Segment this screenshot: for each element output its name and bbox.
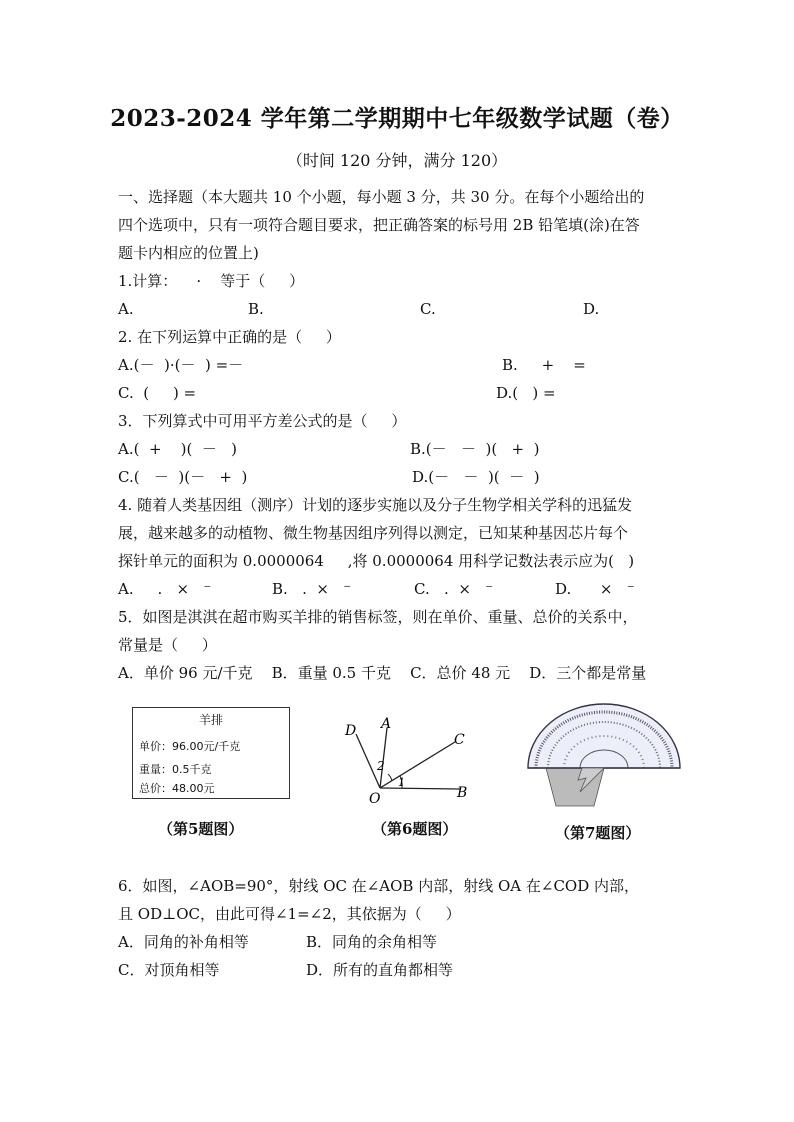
q1-option-b: B. — [248, 300, 264, 318]
price-tag-heading: 羊排 — [198, 713, 223, 727]
q3-option-a: A.( + )( － ) — [118, 440, 238, 458]
section-intro-line-1: 一、选择题（本大题共 10 个小题，每小题 3 分，共 30 分。在每个小题给出的 — [118, 188, 645, 206]
price-tag-figure — [132, 707, 290, 799]
q6-option-d: D．所有的直角都相等 — [306, 961, 454, 979]
label-o: O — [369, 791, 381, 807]
protractor-figure — [522, 694, 682, 810]
figure-6-caption: （第6题图） — [372, 820, 458, 838]
q4-stem-line-2: 展，越来越多的动植物、微生物基因组序列得以测定，已知某种基因芯片每个 — [118, 524, 629, 542]
label-a: A — [381, 716, 392, 732]
q2-stem: 2. 在下列运算中正确的是（ ） — [118, 328, 341, 346]
exam-subtitle: （时间 120 分钟，满分 120） — [286, 151, 508, 170]
label-angle-2: 2 — [377, 759, 385, 773]
q1-stem: 1.计算： · 等于（ ） — [118, 272, 305, 290]
ray-oa — [380, 728, 387, 788]
q4-option-b: B. . × ⁻ — [272, 580, 352, 598]
q4-option-d: D. × ⁻ — [555, 580, 635, 598]
q4-option-a: A. . × ⁻ — [118, 580, 212, 598]
q2-option-c: C. ( ) = — [118, 384, 197, 402]
q4-stem-line-1: 4. 随着人类基因组（测序）计划的逐步实施以及分子生物学相关学科的迅猛发 — [118, 496, 633, 514]
exam-title: 2023-2024 学年第二学期期中七年级数学试题（卷） — [110, 105, 684, 132]
section-intro-line-2: 四个选项中，只有一项符合题目要求，把正确答案的标号用 2B 铅笔填(涂)在答 — [118, 216, 640, 234]
q2-option-d: D.( ) = — [496, 384, 556, 402]
ray-ob — [380, 788, 460, 789]
figure-5-caption: （第5题图） — [158, 820, 244, 838]
q5-stem-line-1: 5．如图是淇淇在超市购买羊排的销售标签，则在单价、重量、总价的关系中， — [118, 608, 638, 626]
q5-stem-line-2: 常量是（ ） — [118, 636, 217, 654]
q1-option-c: C. — [420, 300, 436, 318]
angle-2-arc — [388, 774, 392, 781]
label-b: B — [457, 785, 468, 801]
label-d: D — [345, 723, 357, 739]
q3-stem: 3．下列算式中可用平方差公式的是（ ） — [118, 412, 407, 430]
q6-option-c: C．对顶角相等 — [118, 961, 220, 979]
q6-option-b: B．同角的余角相等 — [306, 933, 438, 951]
q1-option-a: A. — [118, 300, 134, 318]
q4-stem-line-3: 探针单元的面积为 0.0000064 ,将 0.0000064 用科学记数法表示应为( ) — [118, 552, 635, 570]
price-tag-weight: 重量：0.5千克 — [139, 763, 212, 776]
q2-option-a: A.(－ )·(－ ) =－ — [118, 356, 244, 374]
q2-option-b: B. + = — [502, 356, 586, 374]
angle-figure — [330, 712, 480, 807]
q5-options: A．单价 96 元/千克 B．重量 0.5 千克 C．总价 48 元 D．三个都是常量 — [118, 664, 647, 682]
q3-option-d: D.(－ － )( － ) — [412, 468, 540, 486]
price-tag-total: 总价：48.00元 — [139, 782, 215, 795]
q6-option-a: A．同角的补角相等 — [118, 933, 249, 951]
label-angle-1: 1 — [398, 776, 405, 789]
label-c: C — [454, 732, 465, 748]
q4-option-c: C. . × ⁻ — [414, 580, 494, 598]
figure-7-caption: （第7题图） — [555, 824, 641, 842]
q3-option-b: B.(－ － )( + ) — [410, 440, 540, 458]
price-tag-unit-price: 单价：96.00元/千克 — [139, 740, 241, 753]
q6-stem-line-1: 6．如图，∠AOB=90°，射线 OC 在∠AOB 内部，射线 OA 在∠COD 内部， — [118, 877, 640, 895]
section-intro-line-3: 题卡内相应的位置上) — [118, 244, 259, 262]
ray-oc — [380, 742, 455, 788]
q3-option-c: C.( － )(－ + ) — [118, 468, 248, 486]
q1-option-d: D. — [583, 300, 600, 318]
q6-stem-line-2: 且 OD⊥OC，由此可得∠1=∠2，其依据为（ ） — [118, 905, 461, 923]
